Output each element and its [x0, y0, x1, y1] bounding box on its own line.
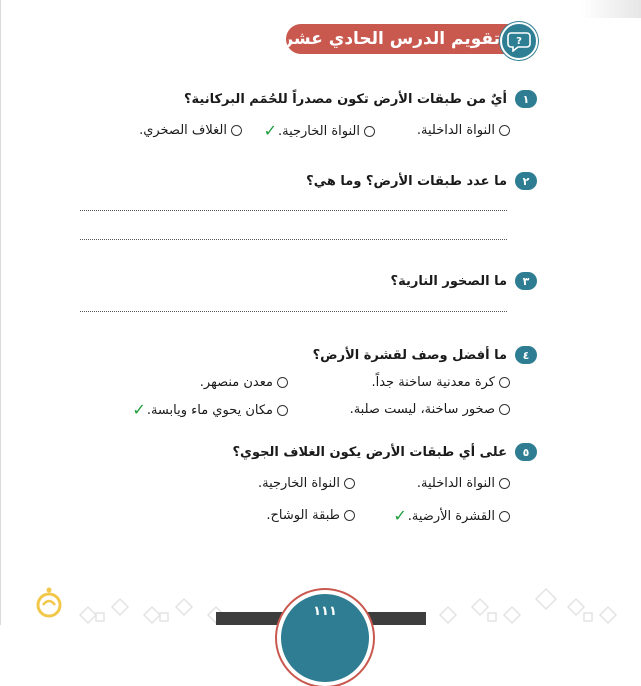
- q1-option-lithosphere[interactable]: [139, 123, 242, 138]
- question-text: ما عدد طبقات الأرض؟ وما هي؟: [306, 173, 507, 189]
- logo-icon: [34, 585, 64, 619]
- check-mark-icon: ✓: [263, 121, 277, 140]
- page-number-badge: [277, 590, 373, 686]
- question-number: ٥: [515, 443, 537, 461]
- q4-option-molten-metal[interactable]: [200, 375, 288, 390]
- q1-option-inner-core[interactable]: [417, 123, 510, 138]
- radio-button[interactable]: [277, 377, 288, 388]
- option-label: معدن منصهر.: [199, 375, 273, 390]
- radio-button[interactable]: [499, 511, 510, 522]
- option-label: النواة الخارجية.: [277, 123, 360, 139]
- radio-button[interactable]: [499, 377, 510, 388]
- answer-line[interactable]: [80, 239, 507, 240]
- option-label: الغلاف الصخري.: [139, 123, 227, 138]
- answer-line[interactable]: [80, 311, 507, 312]
- q4-option-water-land[interactable]: [131, 402, 288, 418]
- page-left-border: [0, 0, 1, 625]
- check-mark-icon: ✓: [393, 506, 407, 525]
- question-number: ٤: [515, 346, 537, 364]
- question-1: [184, 90, 537, 108]
- question-4: [313, 346, 537, 364]
- q4-option-hot-rocks[interactable]: [350, 402, 510, 417]
- question-number: ٣: [515, 272, 537, 290]
- corner-decoration: [581, 0, 641, 18]
- option-label: كرة معدنية ساخنة جداً.: [371, 375, 495, 390]
- radio-button[interactable]: [277, 405, 288, 416]
- q5-option-crust[interactable]: [392, 508, 510, 524]
- radio-button[interactable]: [344, 510, 355, 521]
- radio-button[interactable]: [344, 478, 355, 489]
- question-5: [233, 443, 537, 461]
- answer-line[interactable]: [80, 210, 507, 211]
- page-number: ١١١: [313, 604, 337, 619]
- question-text: على أي طبقات الأرض يكون الغلاف الجوي؟: [232, 444, 507, 460]
- question-number: ٢: [515, 172, 537, 190]
- question-number: ١: [515, 90, 537, 108]
- q5-option-mantle[interactable]: [266, 508, 355, 523]
- radio-button[interactable]: [231, 125, 242, 136]
- question-text: ما أفضل وصف لقشرة الأرض؟: [312, 347, 507, 363]
- q5-option-inner-core[interactable]: [417, 476, 510, 491]
- radio-button[interactable]: [499, 404, 510, 415]
- question-3: [391, 272, 537, 290]
- option-label: مكان يحوي ماء ويابسة.: [146, 402, 273, 418]
- option-label: صخور ساخنة، ليست صلبة.: [349, 402, 495, 417]
- lesson-title: تقويم الدرس الحادي عشر: [283, 29, 500, 49]
- option-label: النواة الداخلية.: [416, 123, 495, 138]
- q1-option-outer-core[interactable]: [263, 123, 375, 139]
- svg-text:?: ?: [516, 36, 522, 47]
- radio-button[interactable]: [364, 126, 375, 137]
- question-text: ما الصخور النارية؟: [390, 273, 507, 289]
- option-label: القشرة الأرضية.: [407, 508, 495, 524]
- q4-option-hot-metal-ball[interactable]: [371, 375, 510, 390]
- question-2: [306, 172, 537, 190]
- option-label: النواة الداخلية.: [416, 476, 495, 491]
- option-label: النواة الخارجية.: [257, 476, 340, 491]
- question-bubble-icon: [500, 22, 538, 60]
- radio-button[interactable]: [499, 478, 510, 489]
- q5-option-outer-core[interactable]: [258, 476, 355, 491]
- question-text: أيٌ من طبقات الأرض تكون مصدراً للحُمَم البركانية؟: [183, 91, 507, 107]
- check-mark-icon: ✓: [132, 400, 146, 419]
- lesson-title-banner: [283, 22, 538, 56]
- option-label: طبقة الوشاح.: [266, 508, 340, 523]
- radio-button[interactable]: [499, 125, 510, 136]
